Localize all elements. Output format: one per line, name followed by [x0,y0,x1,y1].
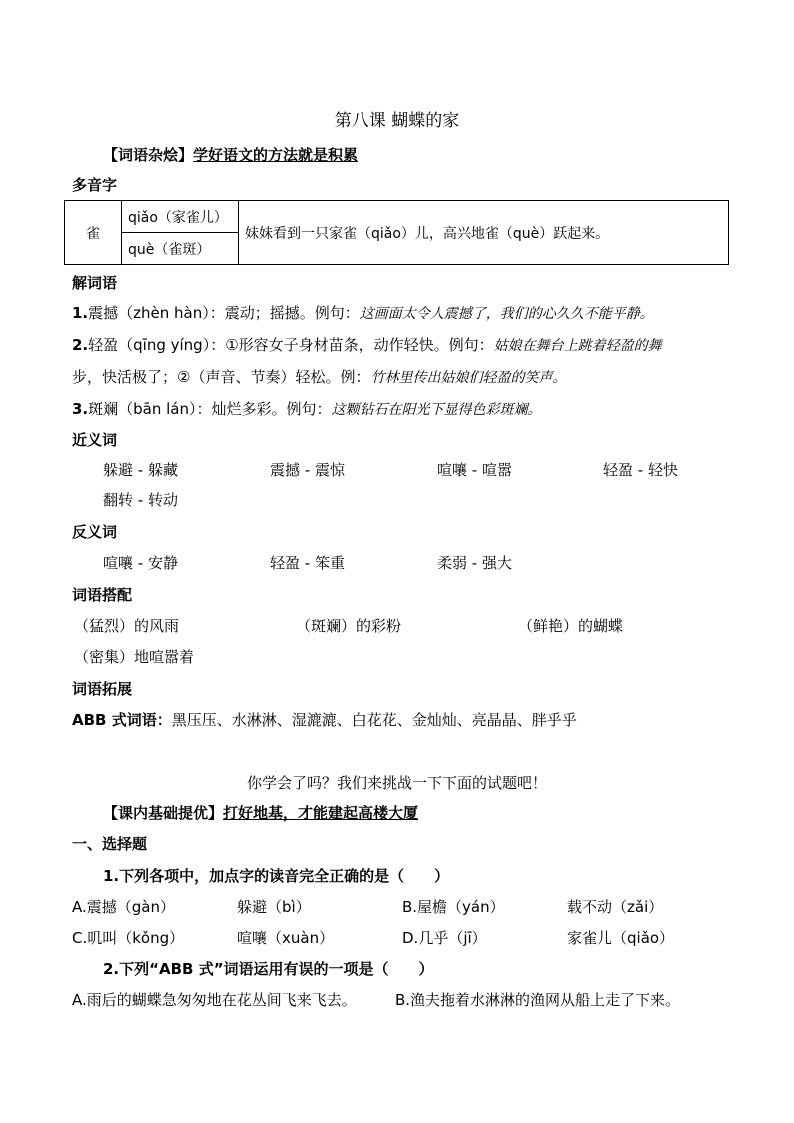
collocation-item: （密集）地喧嚣着 [74,648,195,666]
header-bracket: 【课内基础提优】 [103,804,224,822]
header-bracket: 【词语杂烩】 [103,146,194,164]
section-header-jichu [103,802,418,823]
q1-option: B.屋檐（yán） [402,898,505,916]
definition-2-cont: 步，快活极了；②（声音、节奏）轻松。例：竹林里传出姑娘们轻盈的笑声。 [72,368,567,386]
header-slogan: 学好语文的方法就是积累 [193,146,359,164]
synonym-pair: 躲避 - 躲藏 [103,461,178,479]
collocation-item: （猛烈）的风雨 [74,617,180,635]
q1-option: C.叽叫（kǒng） [72,929,185,947]
heading-jinyici: 近义词 [72,431,118,449]
definition-3: 3.斑斓（bān lán）：灿烂多彩。例句：这颗钻石在阳光下显得色彩斑斓。 [72,400,542,418]
heading-dapei: 词语搭配 [72,586,133,604]
heading-duoyinzi: 多音字 [72,176,118,194]
synonym-pair: 轻盈 - 轻快 [603,461,678,479]
polyphone-char: 雀 [65,201,122,265]
q1-option: 家雀儿（qiǎo） [567,929,675,947]
q2-option-b: B.渔夫拖着水淋淋的渔网从船上走了下来。 [395,991,681,1009]
polyphone-table [64,200,729,265]
antonym-pair: 轻盈 - 笨重 [270,554,345,572]
antonym-pair: 柔弱 - 强大 [437,554,512,572]
q1-option: 躲避（bì） [237,898,311,916]
section-choice-heading: 一、选择题 [72,835,148,853]
page-title: 第八课 蝴蝶的家 [334,111,460,131]
q1-option: D.几乎（jī） [402,929,487,947]
antonym-pair: 喧嚷 - 安静 [103,554,178,572]
q2-option-a: A.雨后的蝴蝶急匆匆地在花丛间飞来飞去。 [72,991,357,1009]
heading-tuozhan: 词语拓展 [72,680,133,698]
header-slogan: 打好地基，才能建起高楼大厦 [223,804,419,822]
q1-option: 喧嚷（xuàn） [237,929,335,947]
synonym-pair: 翻转 - 转动 [103,491,178,509]
q1-option: A.震撼（gàn） [72,898,175,916]
collocation-item: （鲜艳）的蝴蝶 [518,617,624,635]
collocation-item: （斑斓）的彩粉 [296,617,402,635]
polyphone-example: 妹妹看到一只家雀（qiǎo）儿，高兴地雀（què）跃起来。 [239,201,729,265]
q1-option: 载不动（zǎi） [567,898,664,916]
heading-jieciyu: 解词语 [72,274,118,292]
heading-fanyici: 反义词 [72,523,118,541]
polyphone-reading-1: qiǎo（家雀儿） [122,201,239,233]
synonym-pair: 喧嚷 - 喧嚣 [437,461,512,479]
section-header-ciyu [103,144,358,165]
challenge-text: 你学会了吗？我们来挑战一下下面的试题吧！ [246,774,547,792]
definition-2: 2.轻盈（qīng yíng）：①形容女子身材苗条，动作轻快。例句：姑娘在舞台上跳着轻盈的舞 [72,336,662,354]
abb-words: ABB 式词语：黑压压、水淋淋、湿漉漉、白花花、金灿灿、亮晶晶、胖乎乎 [72,711,577,729]
question-2-stem: 2.下列“ABB 式”词语运用有误的一项是（ ） [103,960,434,978]
synonym-pair: 震撼 - 震惊 [270,461,345,479]
question-1-stem: 1.下列各项中，加点字的读音完全正确的是（ ） [103,867,450,885]
definition-1: 1.震撼（zhèn hàn）：震动；摇撼。例句：这画面太令人震撼了，我们的心久久不能平静。 [72,304,654,322]
polyphone-reading-2: què（雀斑） [122,233,239,265]
